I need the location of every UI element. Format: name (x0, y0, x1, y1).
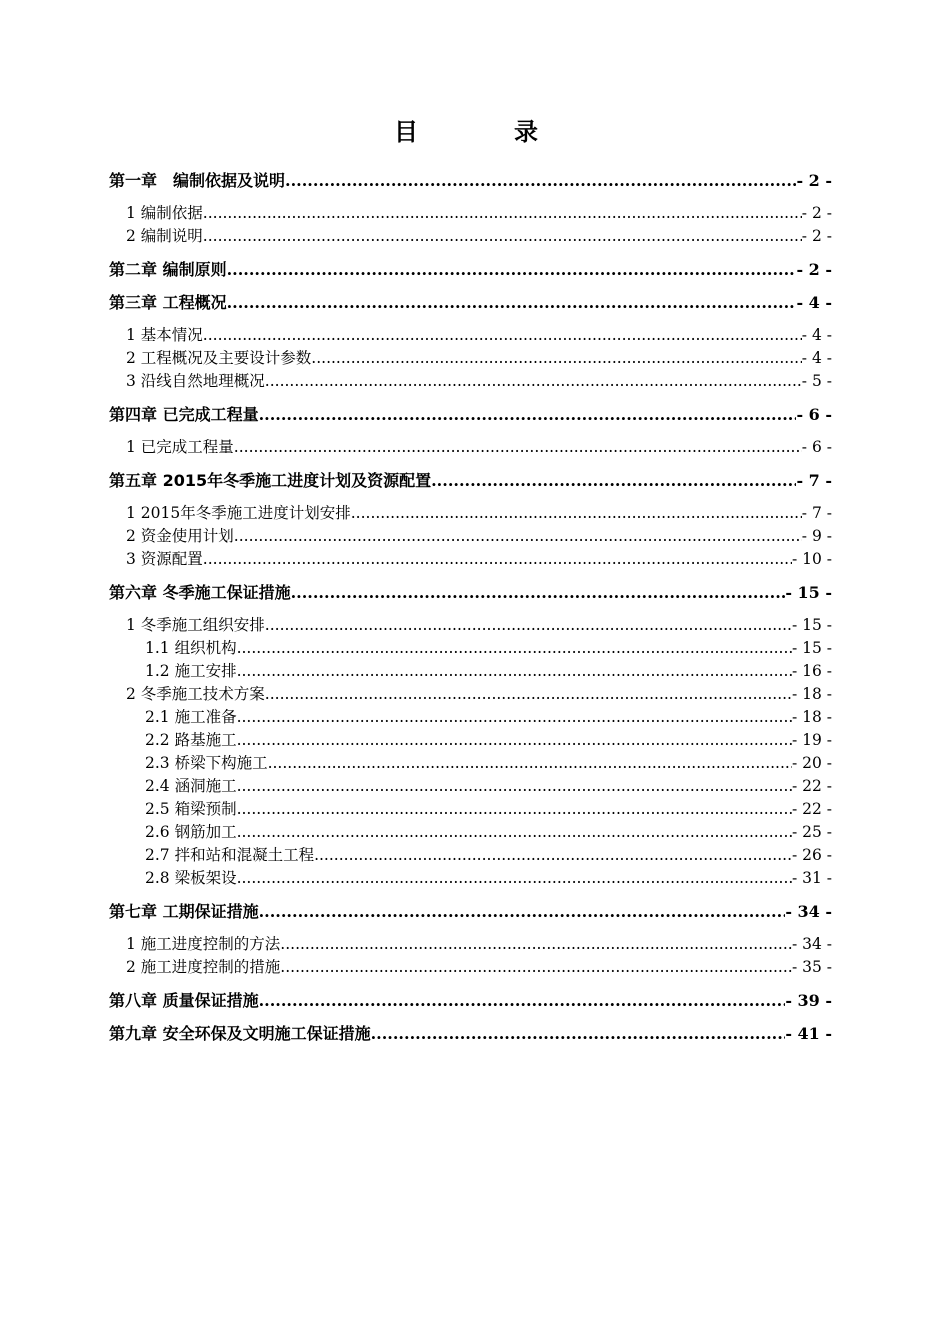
toc-dot-leader (234, 527, 802, 545)
toc-page-number: - 5 - (801, 372, 832, 390)
toc-dot-leader (291, 583, 786, 602)
toc-dot-leader (227, 293, 797, 312)
toc-entry-label: 3 沿线自然地理概况 (126, 372, 265, 390)
toc-entry-label: 2.3 桥梁下构施工 (145, 754, 268, 772)
toc-page-number: - 4 - (801, 349, 832, 367)
toc-dot-leader (203, 227, 802, 245)
toc-entry-subsection[interactable] (145, 820, 832, 842)
toc-page-number: - 34 - (791, 935, 832, 953)
toc-entry-section[interactable] (126, 955, 832, 977)
toc-page-number: - 41 - (785, 1024, 832, 1043)
toc-entry-label: 2 编制说明 (126, 227, 203, 245)
toc-entry-label: 1 基本情况 (126, 326, 203, 344)
toc-entry-section[interactable] (126, 346, 832, 368)
toc-page-number: - 2 - (796, 260, 832, 279)
toc-dot-leader (237, 731, 792, 749)
toc-dot-leader (237, 708, 792, 726)
toc-page-number: - 6 - (796, 405, 832, 424)
toc-dot-leader (259, 405, 797, 424)
toc-page-number: - 2 - (796, 171, 832, 190)
toc-entry-section[interactable] (126, 547, 832, 569)
toc-page-number: - 26 - (791, 846, 832, 864)
toc-entry-label: 第二章 编制原则 (109, 260, 227, 279)
toc-page-number: - 18 - (791, 708, 832, 726)
toc-page-number: - 31 - (791, 869, 832, 887)
toc-entry-label: 1.1 组织机构 (145, 639, 237, 657)
toc-page-number: - 16 - (791, 662, 832, 680)
toc-dot-leader (237, 777, 792, 795)
toc-dot-leader (351, 504, 802, 522)
toc-entry-label: 2 施工进度控制的措施 (126, 958, 281, 976)
toc-page-number: - 9 - (801, 527, 832, 545)
toc-page-number: - 22 - (791, 777, 832, 795)
toc-entry-label: 1 施工进度控制的方法 (126, 935, 281, 953)
toc-page-number: - 20 - (791, 754, 832, 772)
toc-entry-chapter-7[interactable] (109, 899, 832, 921)
toc-page-number: - 2 - (801, 204, 832, 222)
toc-entry-label: 2.4 涵洞施工 (145, 777, 237, 795)
toc-title: 目 录 (394, 118, 574, 146)
toc-dot-leader (203, 204, 802, 222)
toc-entry-label: 1 2015年冬季施工进度计划安排 (126, 504, 351, 522)
toc-page-number: - 25 - (791, 823, 832, 841)
toc-entry-section[interactable] (126, 682, 832, 704)
toc-page-number: - 2 - (801, 227, 832, 245)
toc-entry-subsection[interactable] (145, 636, 832, 658)
toc-dot-leader (268, 754, 792, 772)
toc-entry-label: 2.1 施工准备 (145, 708, 237, 726)
toc-page-number: - 7 - (796, 471, 832, 490)
toc-page-number: - 39 - (785, 991, 832, 1010)
toc-page-number: - 7 - (801, 504, 832, 522)
toc-entry-label: 第五章 2015年冬季施工进度计划及资源配置 (109, 471, 432, 490)
toc-entry-chapter-8[interactable] (109, 988, 832, 1010)
toc-dot-leader (371, 1024, 786, 1043)
toc-entry-label: 第四章 已完成工程量 (109, 405, 259, 424)
toc-dot-leader (237, 800, 792, 818)
toc-entry-section[interactable] (126, 613, 832, 635)
toc-dot-leader (227, 260, 797, 279)
toc-dot-leader (265, 372, 802, 390)
toc-entry-section[interactable] (126, 501, 832, 523)
toc-entry-label: 2.7 拌和站和混凝土工程 (145, 846, 315, 864)
toc-page-number: - 35 - (791, 958, 832, 976)
toc-entry-subsection[interactable] (145, 774, 832, 796)
toc-page-number: - 15 - (791, 616, 832, 634)
toc-dot-leader (234, 438, 802, 456)
toc-dot-leader (237, 869, 792, 887)
toc-dot-leader (237, 662, 792, 680)
toc-dot-leader (431, 471, 796, 490)
toc-page-number: - 15 - (791, 639, 832, 657)
toc-entry-label: 第八章 质量保证措施 (109, 991, 259, 1010)
toc-dot-leader (259, 991, 786, 1010)
toc-entry-section[interactable] (126, 323, 832, 345)
toc-dot-leader (203, 326, 802, 344)
toc-entry-section[interactable] (126, 524, 832, 546)
toc-dot-leader (237, 639, 792, 657)
toc-page-number: - 22 - (791, 800, 832, 818)
toc-dot-leader (280, 958, 792, 976)
toc-entry-section[interactable] (126, 201, 832, 223)
toc-page-number: - 10 - (791, 550, 832, 568)
toc-entry-label: 第一章 编制依据及说明 (109, 171, 286, 190)
toc-entry-label: 3 资源配置 (126, 550, 203, 568)
toc-entry-label: 2.6 钢筋加工 (145, 823, 237, 841)
toc-entry-label: 1 编制依据 (126, 204, 203, 222)
toc-dot-leader (285, 171, 796, 190)
toc-entry-chapter-6[interactable] (109, 580, 832, 602)
toc-entry-label: 2.5 箱梁预制 (145, 800, 237, 818)
toc-entry-section[interactable] (126, 435, 832, 457)
toc-entry-chapter-5[interactable] (109, 468, 832, 490)
toc-page-number: - 4 - (796, 293, 832, 312)
toc-entry-label: 第七章 工期保证措施 (109, 902, 259, 921)
toc-dot-leader (237, 823, 792, 841)
toc-entry-section[interactable] (126, 224, 832, 246)
toc-dot-leader (259, 902, 786, 921)
toc-page-number: - 15 - (785, 583, 832, 602)
toc-entry-chapter-1[interactable] (109, 168, 832, 190)
toc-entry-label: 第九章 安全环保及文明施工保证措施 (109, 1024, 371, 1043)
toc-entry-subsection[interactable] (145, 705, 832, 727)
toc-entry-subsection[interactable] (145, 751, 832, 773)
toc-entry-label: 2 冬季施工技术方案 (126, 685, 265, 703)
toc-dot-leader (265, 685, 792, 703)
toc-entry-subsection[interactable] (145, 843, 832, 865)
toc-entry-subsection[interactable] (145, 728, 832, 750)
toc-entry-chapter-3[interactable] (109, 290, 832, 312)
toc-entry-label: 2.2 路基施工 (145, 731, 237, 749)
toc-dot-leader (280, 935, 792, 953)
toc-page-number: - 4 - (801, 326, 832, 344)
toc-entry-label: 第三章 工程概况 (109, 293, 227, 312)
toc-page-number: - 34 - (785, 902, 832, 921)
toc-entry-label: 第六章 冬季施工保证措施 (109, 583, 291, 602)
toc-entry-subsection[interactable] (145, 866, 832, 888)
toc-entry-chapter-9[interactable] (109, 1021, 832, 1043)
toc-dot-leader (314, 846, 792, 864)
toc-dot-leader (203, 550, 792, 568)
toc-entry-label: 1 冬季施工组织安排 (126, 616, 265, 634)
toc-entry-label: 2.8 梁板架设 (145, 869, 237, 887)
toc-entry-section[interactable] (126, 369, 832, 391)
toc-entry-subsection[interactable] (145, 797, 832, 819)
toc-page-number: - 19 - (791, 731, 832, 749)
toc-entry-label: 2 工程概况及主要设计参数 (126, 349, 312, 367)
toc-entry-chapter-2[interactable] (109, 257, 832, 279)
toc-entry-chapter-4[interactable] (109, 402, 832, 424)
toc-dot-leader (265, 616, 792, 634)
toc-page-number: - 6 - (801, 438, 832, 456)
toc-entry-label: 1 已完成工程量 (126, 438, 234, 456)
toc-entry-label: 2 资金使用计划 (126, 527, 234, 545)
toc-entry-subsection[interactable] (145, 659, 832, 681)
toc-entry-label: 1.2 施工安排 (145, 662, 237, 680)
toc-page-number: - 18 - (791, 685, 832, 703)
toc-dot-leader (311, 349, 802, 367)
toc-entry-section[interactable] (126, 932, 832, 954)
